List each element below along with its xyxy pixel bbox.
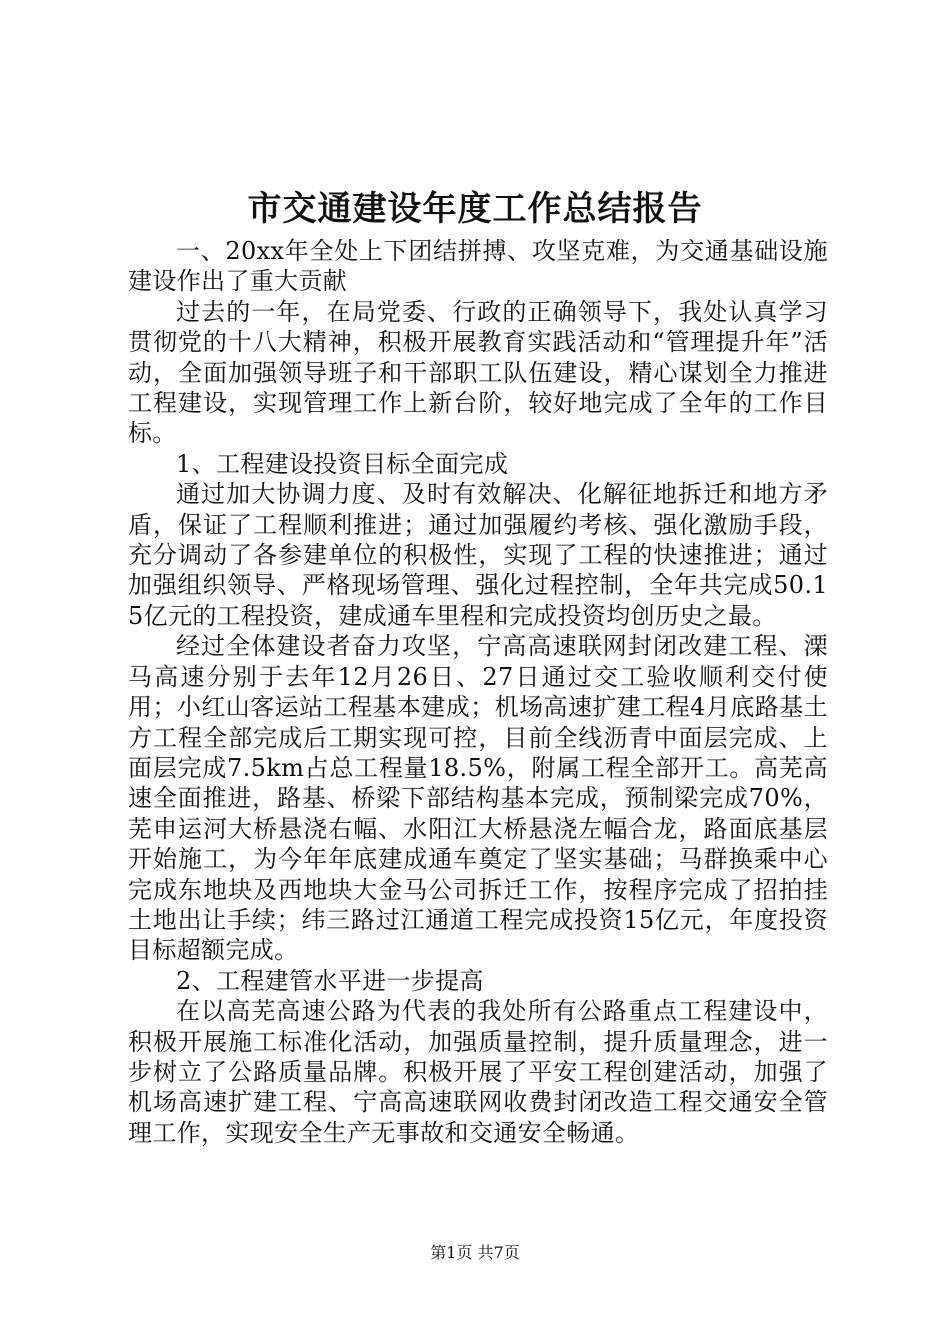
subsection-heading: 1、工程建设投资目标全面完成 — [176, 449, 509, 478]
section-heading: 一、20xx年全处上下团结拼搏、攻坚克难，为交通基础设施建设作出了重大贡献 — [128, 237, 828, 296]
page-title: 市交通建设年度工作总结报告 — [247, 189, 703, 229]
body-paragraph: 在以高芜高速公路为代表的我处所有公路重点工程建设中，积极开展施工标准化活动，加强质量控制，提升质量理念，进一步树立了公路质量品牌。积极开展了平安工程创建活动，加强了机场高速扩建工程、宁高高速联网收费封闭改造工程交通安全管理工作，实现安全生产无事故和交通安全畅通。 — [128, 997, 828, 1147]
body-paragraph: 通过加大协调力度、及时有效解决、化解征地拆迁和地方矛盾，保证了工程顺利推进；通过加强履约考核、强化激励手段，充分调动了各参建单位的积极性，实现了工程的快速推进；通过加强组织领导、严格现场管理、强化过程控制，全年共完成50.15亿元的工程投资，建成通车里程和完成投资均创历史之最。 — [128, 480, 828, 630]
body-paragraph: 过去的一年，在局党委、行政的正确领导下，我处认真学习贯彻党的十八大精神，积极开展教育实践活动和“管理提升年”活动，全面加强领导班子和干部职工队伍建设，精心谋划全力推进工程建设，实现管理工作上新台阶，较好地完成了全年的工作目标。 — [128, 297, 828, 448]
body-paragraph: 经过全体建设者奋力攻坚，宁高高速联网封闭改建工程、溧马高速分别于去年12月26日、27日通过交工验收顺利交付使用；小红山客运站工程基本建成；机场高速扩建工程4月底路基土方工程全部完成后工期实现可控，目前全线沥青中面层完成、上面层完成7.5km占总工程量18.5%，附属工程全部开工。高芜高速全面推进，路基、桥梁下部结构基本完成，预制梁完成70%，芜申运河大桥悬浇右幅、水阳江大桥悬浇左幅合龙，路面底基层开始施工，为今年年底建成通车奠定了坚实基础；马群换乘中心完成东地块及西地块大金马公司拆迁工作，按程序完成了招拍挂土地出让手续；纬三路过江通道工程完成投资15亿元，年度投资目标超额完成。 — [128, 632, 828, 965]
subsection-heading: 2、工程建管水平进一步提高 — [176, 966, 484, 995]
page-footer: 第1页 共7页 — [430, 1243, 520, 1262]
document-body — [128, 236, 828, 1148]
